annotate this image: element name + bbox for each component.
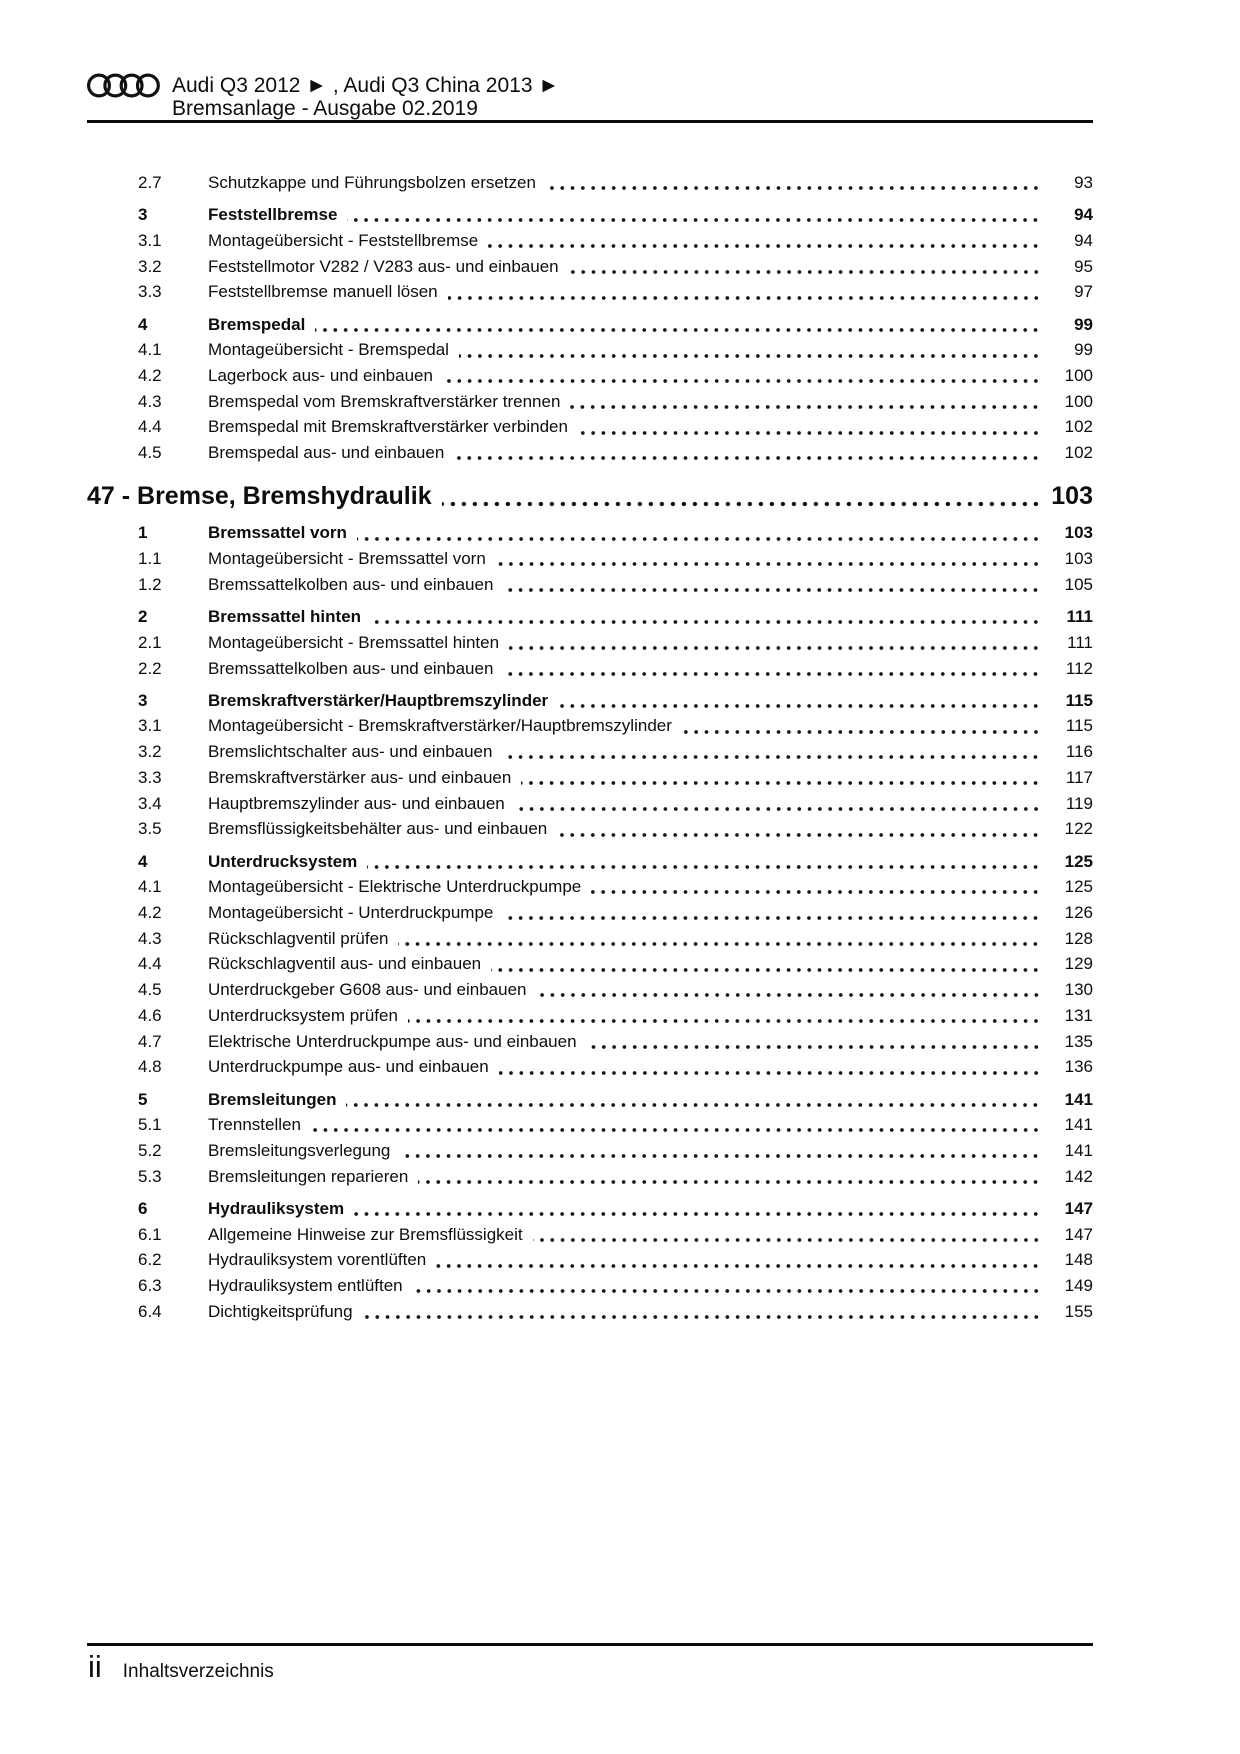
toc-entry-row [87,1138,1093,1164]
toc-entry-row [87,1196,1093,1222]
dot-leader-icon [557,832,1041,838]
toc-entry-title: Bremssattelkolben aus- und einbauen [208,658,494,678]
toc-entry-row [87,604,1093,630]
toc-entry-number: 2.1 [138,632,162,652]
toc-entry-row [87,816,1093,842]
toc-entry-number: 5.1 [138,1115,162,1135]
dot-leader-icon [503,671,1041,677]
dot-leader-icon [363,1314,1041,1320]
toc-entry-page: 103 [1064,523,1093,543]
toc-entry-number: 2.2 [138,658,162,678]
dot-leader-icon [448,295,1041,301]
toc-entry-page: 103 [1051,481,1093,510]
toc-entry-row [87,630,1093,656]
dot-leader-icon [413,1288,1041,1294]
toc-entry-row [87,900,1093,926]
toc-entry-page: 135 [1064,1031,1093,1051]
toc-entry-title: Bremspedal aus- und einbauen [208,443,445,463]
toc-entry-title: Hauptbremszylinder aus- und einbauen [208,793,505,813]
toc-entry-title: Trennstellen [208,1115,301,1135]
toc-entry-title: Unterdruckgeber G608 aus- und einbauen [208,980,527,1000]
dot-leader-icon [311,1127,1041,1133]
dot-leader-icon [459,353,1041,359]
toc-entry-page: 102 [1064,417,1093,437]
toc-entry-page: 119 [1065,793,1093,813]
toc-entry-title: 47 - Bremse, Bremshydraulik [87,481,432,510]
footer-page-number: ii [88,1649,102,1684]
toc-entry-title: Montageübersicht - Unterdruckpumpe [208,902,494,922]
toc-entry-row [87,572,1093,598]
dot-leader-icon [418,1179,1041,1185]
toc-entry-number: 1.1 [138,549,162,569]
toc-entry-number: 3.2 [138,256,162,276]
toc-entry-title: Montageübersicht - Bremssattel hinten [208,632,500,652]
dot-leader-icon [347,217,1041,223]
toc-entry-row [87,312,1093,338]
toc-entry-title: Feststellbremse manuell lösen [208,282,438,302]
toc-entry-page: 126 [1064,902,1093,922]
toc-entry-title: Bremssattelkolben aus- und einbauen [208,574,494,594]
toc-entry-title: Bremssattel hinten [208,607,362,627]
toc-entry-number: 4.5 [138,980,162,1000]
toc-entry-number: 3.3 [138,282,162,302]
toc-entry-title: Bremskraftverstärker/Hauptbremszylinder [208,690,549,710]
toc-entry-number: 1 [138,523,148,543]
toc-entry-number: 4.3 [138,928,162,948]
footer-section-label: Inhaltsverzeichnis [122,1661,274,1682]
dot-leader-icon [546,185,1041,191]
toc-entry-page: 155 [1064,1301,1093,1321]
dot-leader-icon [436,1263,1041,1269]
dot-leader-icon [515,806,1041,812]
toc-entry-title: Unterdrucksystem prüfen [208,1005,398,1025]
toc-entry-row [87,849,1093,875]
toc-entry-page: 130 [1064,980,1093,1000]
document-header [172,75,559,120]
page-footer [88,1650,274,1684]
toc-entry-row [87,1247,1093,1273]
toc-entry-number: 4.4 [138,954,162,974]
footer-divider [87,1643,1093,1646]
toc-entry-number: 6.4 [138,1301,162,1321]
toc-entry-title: Bremspedal vom Bremskraftverstärker trennen [208,391,561,411]
toc-entry-number: 3.1 [138,230,162,250]
toc-entry-page: 100 [1064,391,1093,411]
toc-entry-page: 94 [1074,230,1093,250]
toc-entry-title: Bremsleitungsverlegung [208,1140,391,1160]
toc-entry-number: 4.1 [138,340,162,360]
toc-entry-page: 111 [1066,607,1093,627]
dot-leader-icon [346,1102,1041,1108]
toc-entry-row [87,279,1093,305]
toc-entry-title: Rückschlagventil prüfen [208,928,389,948]
toc-entry-title: Bremspedal [208,314,306,334]
toc-entry-title: Bremskraftverstärker aus- und einbauen [208,767,512,787]
toc-chapter-row [87,478,1093,514]
toc-entry-number: 2 [138,607,148,627]
toc-entry-row [87,414,1093,440]
toc-entry-row [87,337,1093,363]
dot-leader-icon [315,327,1041,333]
toc-entry-row [87,1112,1093,1138]
dot-leader-icon [502,754,1041,760]
toc-entry-title: Unterdrucksystem [208,851,358,871]
toc-entry-row [87,228,1093,254]
dot-leader-icon [682,729,1041,735]
toc-entry-row [87,713,1093,739]
toc-entry-number: 4.3 [138,391,162,411]
toc-entry-number: 3.5 [138,819,162,839]
audi-rings-icon [87,72,161,104]
toc-entry-number: 2.7 [138,173,162,192]
toc-entry-page: 122 [1064,819,1093,839]
toc-entry-page: 125 [1064,851,1093,871]
toc-entry-title: Bremspedal mit Bremskraftverstärker verbinden [208,417,568,437]
toc-entry-row [87,1164,1093,1190]
toc-entry-page: 142 [1064,1166,1093,1186]
toc-entry-number: 3.1 [138,716,162,736]
toc-entry-row [87,202,1093,228]
toc-entry-title: Unterdruckpumpe aus- und einbauen [208,1057,489,1077]
toc-entry-title: Montageübersicht - Bremssattel vorn [208,549,486,569]
toc-entry-row [87,1299,1093,1325]
toc-entry-title: Dichtigkeitsprüfung [208,1301,353,1321]
dot-leader-icon [354,1211,1041,1217]
toc-entry-page: 149 [1064,1276,1093,1296]
toc-entry-page: 115 [1065,690,1093,710]
toc-entry-row [87,363,1093,389]
toc-entry-title: Hydrauliksystem [208,1198,345,1218]
toc-entry-row [87,389,1093,415]
dot-leader-icon [569,269,1041,275]
toc-entry-page: 129 [1064,954,1093,974]
toc-entry-page: 112 [1065,658,1093,678]
toc-entry-page: 147 [1064,1198,1093,1218]
toc-entry-title: Elektrische Unterdruckpumpe aus- und einbauen [208,1031,577,1051]
toc-entry-row [87,520,1093,546]
toc-entry-number: 5.2 [138,1140,162,1160]
toc-entry-number: 3 [138,205,148,225]
dot-leader-icon [587,1044,1041,1050]
header-edition-line: Bremsanlage - Ausgabe 02.2019 [172,96,478,120]
toc-entry-page: 93 [1074,173,1093,192]
toc-entry-page: 136 [1064,1057,1093,1077]
toc-entry-page: 111 [1067,632,1093,652]
dot-leader-icon [491,967,1041,973]
toc-entry-row [87,656,1093,682]
toc-entry-row [87,765,1093,791]
toc-entry-number: 6.2 [138,1250,162,1270]
toc-entry-page: 102 [1064,443,1093,463]
toc-entry-number: 4.5 [138,443,162,463]
dot-leader-icon [509,645,1041,651]
toc-entry-page: 141 [1064,1089,1093,1109]
toc-entry-row [87,1054,1093,1080]
dot-leader-icon [558,703,1041,709]
toc-entry-title: Schutzkappe und Führungsbolzen ersetzen [208,173,536,192]
toc-entry-row [87,1273,1093,1299]
toc-entry-page: 116 [1065,742,1093,762]
toc-entry-page: 105 [1064,574,1093,594]
toc-entry-title: Lagerbock aus- und einbauen [208,366,433,386]
dot-leader-icon [503,915,1041,921]
dot-leader-icon [591,889,1041,895]
toc-entry-page: 100 [1064,366,1093,386]
toc-entry-number: 6 [138,1198,148,1218]
toc-entry-number: 4.7 [138,1031,162,1051]
toc-entry-row [87,874,1093,900]
header-divider [87,120,1093,123]
toc-entry-page: 131 [1064,1005,1093,1025]
toc-entry-page: 99 [1074,314,1093,334]
toc-list [87,170,1093,1324]
toc-entry-page: 97 [1074,282,1093,302]
toc-entry-number: 4.6 [138,1005,162,1025]
toc-entry-page: 141 [1064,1115,1093,1135]
dot-leader-icon [357,536,1041,542]
toc-entry-title: Feststellmotor V282 / V283 aus- und einbauen [208,256,559,276]
toc-entry-row [87,170,1093,196]
dot-leader-icon [400,1153,1041,1159]
toc-entry-page: 148 [1064,1250,1093,1270]
toc-entry-number: 1.2 [138,574,162,594]
toc-entry-number: 4 [138,851,148,871]
toc-entry-number: 6.3 [138,1276,162,1296]
dot-leader-icon [371,619,1041,625]
header-model-line: Audi Q3 2012 ► , Audi Q3 China 2013 ► [172,74,560,97]
dot-leader-icon [496,561,1041,567]
toc-entry-row [87,977,1093,1003]
toc-entry-page: 95 [1074,256,1093,276]
toc-entry-page: 147 [1064,1224,1093,1244]
toc-entry-title: Bremsflüssigkeitsbehälter aus- und einbauen [208,819,548,839]
dot-leader-icon [398,941,1041,947]
dot-leader-icon [454,455,1041,461]
toc-entry-title: Bremsleitungen reparieren [208,1166,409,1186]
toc-entry-page: 103 [1064,549,1093,569]
toc-entry-row [87,1222,1093,1248]
toc-entry-number: 4.4 [138,417,162,437]
toc-entry-title: Montageübersicht - Bremskraftverstärker/Hauptbremszylinder [208,716,672,736]
toc-entry-row [87,791,1093,817]
toc-entry-number: 4.8 [138,1057,162,1077]
toc-entry-number: 6.1 [138,1224,162,1244]
dot-leader-icon [499,1070,1041,1076]
toc-entry-row [87,926,1093,952]
toc-entry-title: Feststellbremse [208,205,338,225]
toc-entry-number: 4.2 [138,902,162,922]
toc-entry-number: 4 [138,314,148,334]
dot-leader-icon [408,1018,1041,1024]
dot-leader-icon [578,430,1041,436]
toc-entry-row [87,688,1093,714]
toc-entry-title: Bremssattel vorn [208,523,347,543]
toc-entry-page: 128 [1064,928,1093,948]
toc-entry-page: 141 [1064,1140,1093,1160]
toc-entry-row [87,546,1093,572]
toc-entry-title: Hydrauliksystem vorentlüften [208,1250,427,1270]
toc-entry-title: Bremsleitungen [208,1089,337,1109]
dot-leader-icon [367,864,1041,870]
dot-leader-icon [521,780,1041,786]
toc-entry-title: Montageübersicht - Feststellbremse [208,230,479,250]
toc-entry-row [87,951,1093,977]
dot-leader-icon [537,992,1042,998]
toc-entry-title: Rückschlagventil aus- und einbauen [208,954,482,974]
toc-entry-title: Allgemeine Hinweise zur Bremsflüssigkeit [208,1224,523,1244]
toc-entry-row [87,1003,1093,1029]
dot-leader-icon [443,378,1041,384]
toc-entry-page: 99 [1074,340,1093,360]
toc-entry-row [87,254,1093,280]
toc-entry-row [87,1029,1093,1055]
toc-entry-number: 3 [138,690,148,710]
toc-entry-number: 4.2 [138,366,162,386]
toc-entry-number: 5.3 [138,1166,162,1186]
toc-entry-row [87,739,1093,765]
dot-leader-icon [533,1237,1041,1243]
toc-entry-row [87,440,1093,466]
toc-entry-row [87,1087,1093,1113]
toc-entry-title: Hydrauliksystem entlüften [208,1276,403,1296]
toc-entry-number: 5 [138,1089,148,1109]
dot-leader-icon [570,404,1041,410]
toc-entry-number: 3.3 [138,767,162,787]
dot-leader-icon [442,501,1041,507]
toc-entry-title: Montageübersicht - Elektrische Unterdruckpumpe [208,877,582,897]
toc-entry-title: Bremslichtschalter aus- und einbauen [208,742,493,762]
toc-entry-title: Montageübersicht - Bremspedal [208,340,449,360]
toc-entry-number: 3.2 [138,742,162,762]
toc-entry-page: 115 [1065,716,1093,736]
toc-entry-page: 125 [1064,877,1093,897]
dot-leader-icon [503,587,1041,593]
toc-entry-number: 4.1 [138,877,162,897]
toc-entry-page: 94 [1074,205,1093,225]
toc-entry-number: 3.4 [138,793,162,813]
toc-entry-page: 117 [1065,767,1093,787]
dot-leader-icon [488,243,1041,249]
